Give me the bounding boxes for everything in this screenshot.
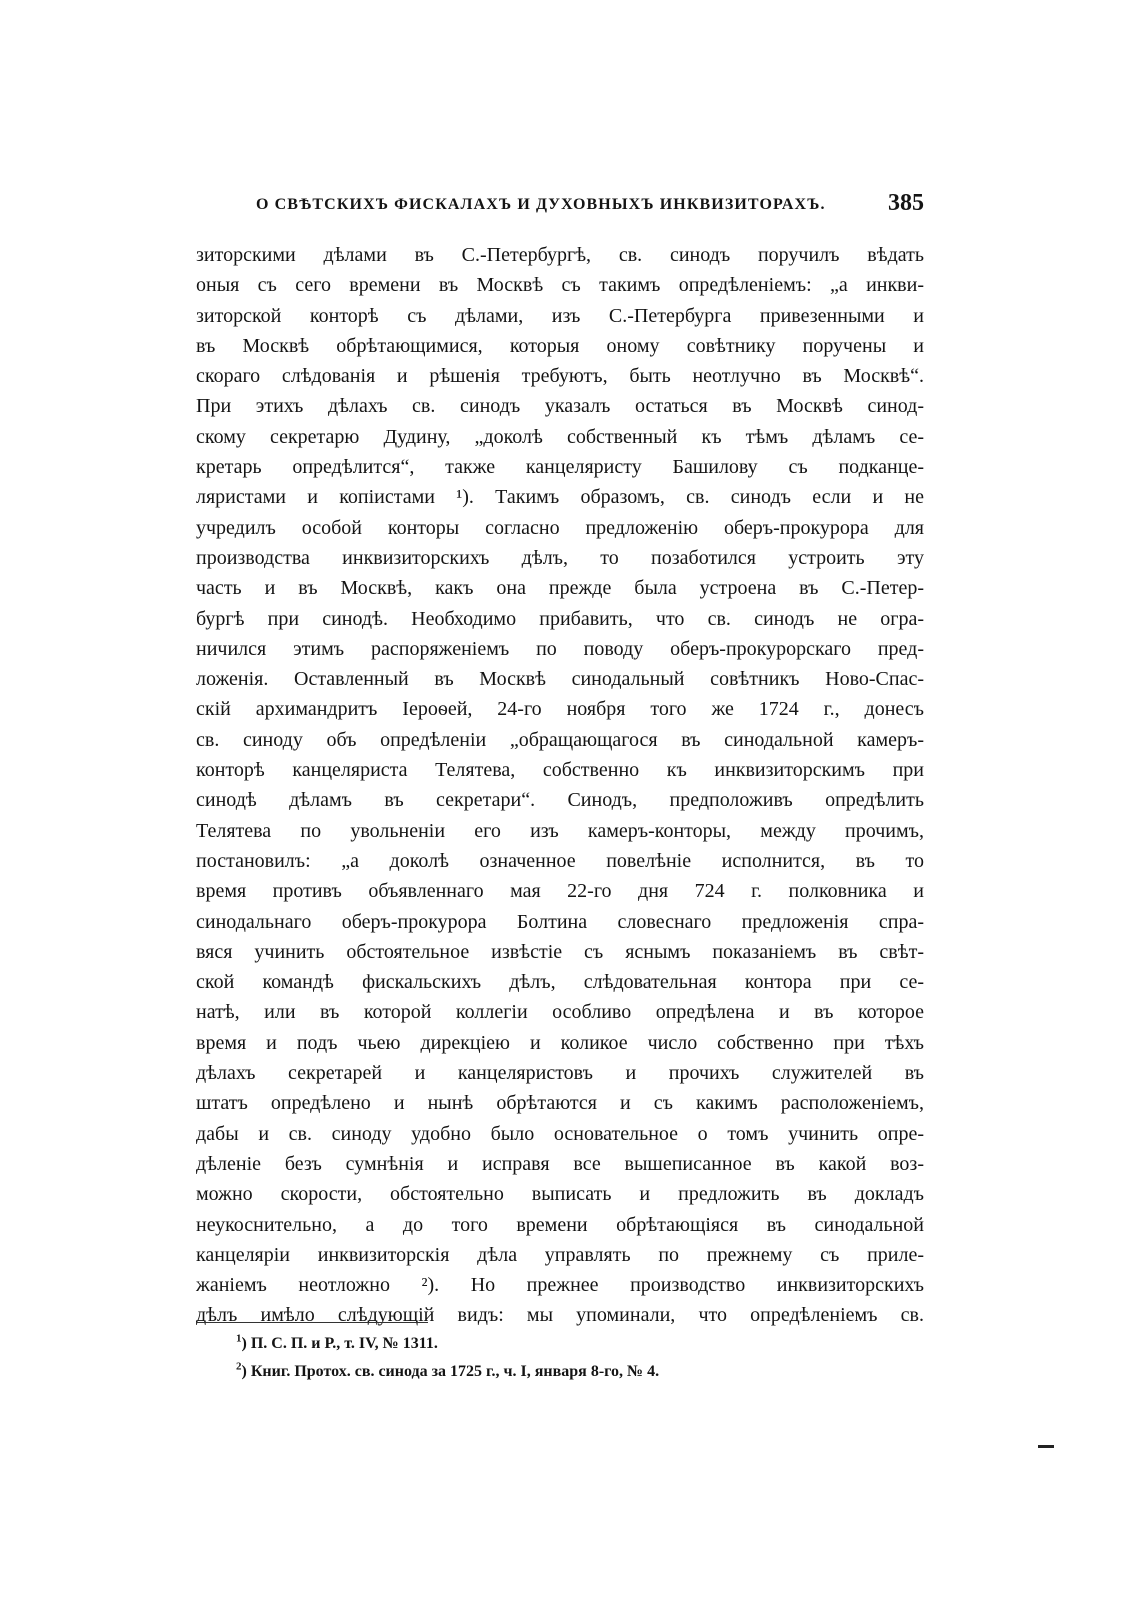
text-line: синодѣ дѣламъ въ секретари“. Синодъ, предположивъ опредѣлить	[196, 789, 924, 812]
footnotes	[236, 1330, 876, 1386]
text-line: штатъ опредѣлено и нынѣ обрѣтаются и съ какимъ расположеніемъ,	[196, 1092, 924, 1115]
running-header-title: О СВѢТСКИХЪ ФИСКАЛАХЪ И ДУХОВНЫХЪ ИНКВИЗИТОРАХЪ.	[256, 196, 826, 213]
text-line: часть и въ Москвѣ, какъ она прежде была устроена въ С.-Петер-	[196, 577, 924, 600]
text-line: зиторской конторѣ съ дѣлами, изъ С.-Петербурга привезенными и	[196, 304, 924, 327]
text-line: натѣ, или въ которой коллегіи особливо опредѣлена и въ которое	[196, 1001, 924, 1024]
text-line: время противъ объявленнаго мая 22-го дня 724 г. полковника и	[196, 880, 924, 903]
text-line: ской командѣ фискальскихъ дѣлъ, слѣдовательная контора при се-	[196, 971, 924, 994]
running-header	[196, 190, 924, 224]
text-line: оныя съ сего времени въ Москвѣ съ такимъ опредѣленіемъ: „а инкви-	[196, 274, 924, 297]
text-line: учредилъ особой конторы согласно предложенію оберъ-прокурора для	[196, 516, 924, 539]
footnote-marker: 1	[236, 1332, 242, 1345]
page-number: 385	[888, 190, 924, 216]
text-line: постановилъ: „а доколѣ означенное повелѣніе исполнится, въ то	[196, 849, 924, 872]
text-line: скій архимандритъ Іероѳей, 24-го ноября того же 1724 г., донесъ	[196, 698, 924, 721]
text-line: дѣлъ имѣло слѣдующій видъ: мы упоминали, что опредѣленіемъ св.	[196, 1304, 924, 1327]
footnote-text: ) Книг. Протох. св. синода за 1725 г., ч. I, января 8-го, № 4.	[241, 1363, 660, 1380]
text-line: св. синоду объ опредѣленіи „обращающагося въ синодальной камеръ-	[196, 728, 924, 751]
text-line: дѣлахъ секретарей и канцеляристовъ и прочихъ служителей въ	[196, 1062, 924, 1085]
text-line: жаніемъ неотложно ²). Но прежнее производство инквизиторскихъ	[196, 1274, 924, 1297]
text-line: производства инквизиторскихъ дѣлъ, то позаботился устроить эту	[196, 546, 924, 569]
text-line: скому секретарю Дудину, „доколѣ собственный къ тѣмъ дѣламъ се-	[196, 425, 924, 448]
text-line: зиторскими дѣлами въ С.-Петербургѣ, св. синодъ поручилъ вѣдать	[196, 244, 924, 266]
footnote	[236, 1358, 876, 1386]
footnote	[236, 1330, 876, 1358]
footnote-text: ) П. С. П. и Р., т. IV, № 1311.	[241, 1335, 438, 1352]
text-line: дѣленіе безъ сумнѣнія и исправя все вышеписанное въ какой воз-	[196, 1152, 924, 1175]
text-line: ничился этимъ распоряженіемъ по поводу оберъ-прокурорскаго пред-	[196, 637, 924, 660]
text-line: скораго слѣдованія и рѣшенія требуютъ, быть неотлучно въ Москвѣ“.	[196, 365, 924, 388]
margin-dash-mark	[1038, 1445, 1054, 1448]
text-line: ложенія. Оставленный въ Москвѣ синодальный совѣтникъ Ново-Спас-	[196, 668, 924, 691]
text-line: канцеляріи инквизиторскія дѣла управлять по прежнему съ приле-	[196, 1243, 924, 1266]
body-text	[196, 240, 924, 1331]
text-line: время и подъ чьею дирекціею и коликое число собственно при тѣхъ	[196, 1031, 924, 1054]
text-line: ляристами и копіистами ¹). Такимъ образомъ, св. синодъ если и не	[196, 486, 924, 509]
text-line: синодальнаго оберъ-прокурора Болтина словеснаго предложенія спра-	[196, 910, 924, 933]
text-line: кретарь опредѣлится“, также канцеляристу Башилову съ подканце-	[196, 456, 924, 479]
text-line: можно скорости, обстоятельно выписать и предложить въ докладъ	[196, 1183, 924, 1206]
footnote-divider	[196, 1322, 428, 1323]
text-line: въ Москвѣ обрѣтающимися, которыя оному совѣтнику поручены и	[196, 334, 924, 357]
footnote-marker: 2	[236, 1360, 242, 1373]
text-line: вяся учинить обстоятельное извѣстіе съ яснымъ показаніемъ въ свѣт-	[196, 940, 924, 963]
text-line: бургѣ при синодѣ. Необходимо прибавить, что св. синодъ не огра-	[196, 607, 924, 630]
text-line: Телятева по увольненіи его изъ камеръ-конторы, между прочимъ,	[196, 819, 924, 842]
text-line: При этихъ дѣлахъ св. синодъ указалъ остаться въ Москвѣ синод-	[196, 395, 924, 418]
text-line: неукоснительно, а до того времени обрѣтающіяся въ синодальной	[196, 1213, 924, 1236]
text-line: конторѣ канцеляриста Телятева, собственно къ инквизиторскимъ при	[196, 759, 924, 782]
text-line: дабы и св. синоду удобно было основательное о томъ учинить опре-	[196, 1122, 924, 1145]
